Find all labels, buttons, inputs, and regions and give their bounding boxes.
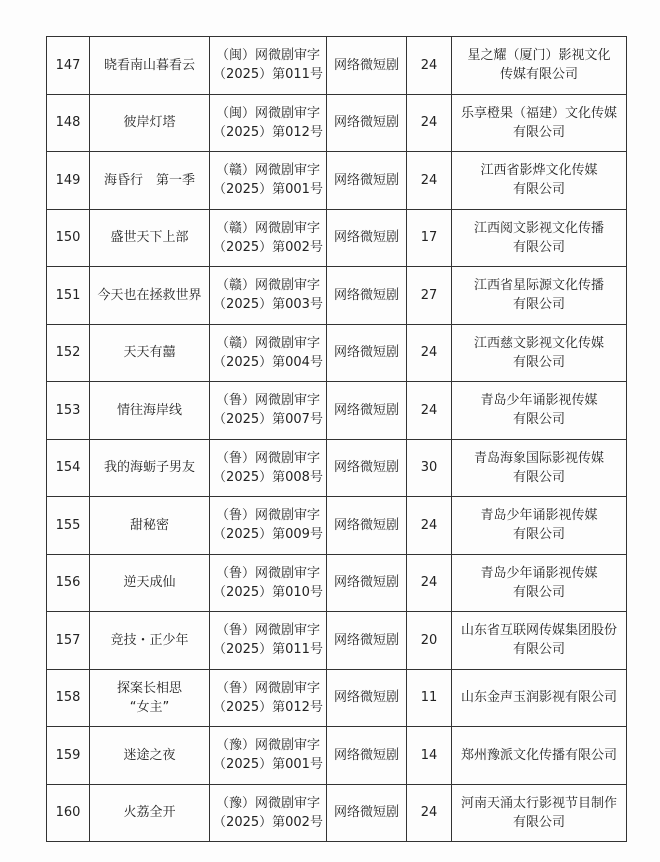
license-number-cell (210, 554, 327, 612)
registration-table (46, 36, 627, 842)
drama-title-line: 晓看南山暮看云 (103, 57, 195, 73)
license-number-line: （2025）第012号 (213, 699, 323, 715)
episode-count-cell: 24 (407, 554, 452, 612)
episode-count-cell: 17 (407, 209, 452, 267)
company-name-line: 有限公司 (512, 814, 565, 830)
license-number-cell (210, 669, 327, 727)
license-number-cell (210, 324, 327, 382)
license-number-line: （2025）第002号 (213, 814, 323, 830)
license-number-line: （2025）第001号 (213, 757, 323, 773)
company-name-cell (452, 382, 627, 440)
license-number-line: （2025）第011号 (213, 67, 323, 83)
company-name-cell (452, 497, 627, 555)
company-name-cell (452, 554, 627, 612)
table-row (47, 784, 627, 842)
license-number-cell (210, 209, 327, 267)
company-name-cell (452, 439, 627, 497)
license-number-cell (210, 612, 327, 670)
table-row (47, 382, 627, 440)
license-number-line: （2025）第001号 (213, 182, 323, 198)
episode-count-cell: 24 (407, 497, 452, 555)
drama-type-cell: 网络微短剧 (327, 94, 407, 152)
table-row (47, 497, 627, 555)
license-number-cell (210, 152, 327, 210)
company-name-cell (452, 267, 627, 325)
episode-count-cell: 27 (407, 267, 452, 325)
row-number-cell: 153 (47, 382, 90, 440)
company-name-line: 青岛少年诵影视传媒 (480, 565, 598, 581)
license-number-line: （赣）网微剧审字 (215, 220, 320, 236)
license-number-line: （2025）第010号 (213, 584, 323, 600)
company-name-line: 有限公司 (512, 354, 565, 370)
episode-count-cell: 11 (407, 669, 452, 727)
drama-title-cell (90, 727, 210, 785)
company-name-line: 传媒有限公司 (499, 67, 578, 83)
episode-count-cell: 24 (407, 37, 452, 95)
company-name-cell (452, 152, 627, 210)
company-name-line: 有限公司 (512, 642, 565, 658)
episode-count-cell: 24 (407, 784, 452, 842)
drama-title-cell (90, 267, 210, 325)
drama-title-cell (90, 554, 210, 612)
drama-type-cell: 网络微短剧 (327, 554, 407, 612)
company-name-line: 江西阅文影视文化传播 (473, 220, 604, 236)
company-name-cell (452, 727, 627, 785)
company-name-line: 青岛海象国际影视传媒 (473, 450, 604, 466)
license-number-line: （2025）第009号 (213, 527, 323, 543)
company-name-line: 有限公司 (512, 469, 565, 485)
drama-title-line: 逆天成仙 (123, 575, 176, 591)
drama-title-cell (90, 324, 210, 382)
drama-title-line: 海昏行 第一季 (103, 172, 195, 188)
license-number-line: （2025）第007号 (213, 412, 323, 428)
company-name-cell (452, 324, 627, 382)
row-number-cell: 147 (47, 37, 90, 95)
episode-count-cell: 24 (407, 152, 452, 210)
license-number-cell (210, 382, 327, 440)
license-number-line: （鲁）网微剧审字 (215, 565, 320, 581)
row-number-cell: 154 (47, 439, 90, 497)
table-row (47, 727, 627, 785)
license-number-cell (210, 37, 327, 95)
episode-count-cell: 14 (407, 727, 452, 785)
drama-title-line: “女主” (129, 699, 170, 715)
drama-title-cell (90, 497, 210, 555)
row-number-cell: 160 (47, 784, 90, 842)
row-number-cell: 158 (47, 669, 90, 727)
drama-type-cell: 网络微短剧 (327, 324, 407, 382)
row-number-cell: 156 (47, 554, 90, 612)
table-row (47, 37, 627, 95)
drama-title-line: 甜秘密 (129, 517, 169, 533)
drama-type-cell: 网络微短剧 (327, 209, 407, 267)
license-number-line: （闽）网微剧审字 (215, 48, 320, 64)
table-row (47, 324, 627, 382)
drama-type-cell: 网络微短剧 (327, 784, 407, 842)
drama-title-line: 今天也在拯救世界 (97, 287, 202, 303)
license-number-line: （2025）第002号 (213, 239, 323, 255)
company-name-cell (452, 94, 627, 152)
company-name-line: 有限公司 (512, 412, 565, 428)
company-name-line: 江西省星际源文化传播 (473, 278, 604, 294)
license-number-line: （豫）网微剧审字 (215, 795, 320, 811)
drama-title-line: 探案长相思 (116, 680, 182, 696)
license-number-cell (210, 267, 327, 325)
license-number-cell (210, 727, 327, 785)
company-name-line: 郑州豫派文化传播有限公司 (460, 747, 617, 763)
drama-title-cell (90, 152, 210, 210)
episode-count-cell: 24 (407, 382, 452, 440)
drama-title-line: 竞技・正少年 (110, 632, 189, 648)
company-name-line: 山东金声玉润影视有限公司 (460, 690, 617, 706)
drama-type-cell: 网络微短剧 (327, 669, 407, 727)
company-name-line: 山东省互联网传媒集团股份 (460, 623, 617, 639)
drama-type-cell: 网络微短剧 (327, 152, 407, 210)
row-number-cell: 155 (47, 497, 90, 555)
license-number-line: （鲁）网微剧审字 (215, 623, 320, 639)
table-row (47, 612, 627, 670)
license-number-cell (210, 439, 327, 497)
license-number-line: （鲁）网微剧审字 (215, 680, 320, 696)
drama-title-line: 盛世天下上部 (110, 230, 189, 246)
company-name-cell (452, 37, 627, 95)
table-row (47, 94, 627, 152)
table-row (47, 669, 627, 727)
drama-type-cell: 网络微短剧 (327, 382, 407, 440)
row-number-cell: 148 (47, 94, 90, 152)
license-number-line: （豫）网微剧审字 (215, 738, 320, 754)
drama-type-cell: 网络微短剧 (327, 497, 407, 555)
drama-type-cell: 网络微短剧 (327, 612, 407, 670)
drama-title-cell (90, 94, 210, 152)
row-number-cell: 157 (47, 612, 90, 670)
license-number-cell (210, 497, 327, 555)
drama-type-cell: 网络微短剧 (327, 37, 407, 95)
drama-title-cell (90, 209, 210, 267)
license-number-line: （赣）网微剧审字 (215, 278, 320, 294)
drama-title-line: 天天有囍 (123, 345, 176, 361)
company-name-line: 河南天涌太行影视节目制作 (460, 795, 617, 811)
company-name-line: 青岛少年诵影视传媒 (480, 393, 598, 409)
drama-title-line: 我的海蛎子男友 (103, 460, 195, 476)
license-number-line: （鲁）网微剧审字 (215, 450, 320, 466)
company-name-cell (452, 784, 627, 842)
episode-count-cell: 24 (407, 324, 452, 382)
license-number-line: （2025）第008号 (213, 469, 323, 485)
license-number-line: （2025）第012号 (213, 124, 323, 140)
license-number-cell (210, 94, 327, 152)
episode-count-cell: 30 (407, 439, 452, 497)
license-number-line: （赣）网微剧审字 (215, 163, 320, 179)
company-name-line: 江西省影烨文化传媒 (480, 163, 598, 179)
table-row (47, 554, 627, 612)
license-number-line: （2025）第011号 (213, 642, 323, 658)
company-name-line: 有限公司 (512, 584, 565, 600)
company-name-line: 有限公司 (512, 124, 565, 140)
drama-title-cell (90, 612, 210, 670)
row-number-cell: 149 (47, 152, 90, 210)
drama-title-cell (90, 784, 210, 842)
license-number-line: （2025）第003号 (213, 297, 323, 313)
row-number-cell: 152 (47, 324, 90, 382)
license-number-line: （鲁）网微剧审字 (215, 393, 320, 409)
company-name-line: 有限公司 (512, 239, 565, 255)
company-name-line: 青岛少年诵影视传媒 (480, 508, 598, 524)
drama-type-cell: 网络微短剧 (327, 267, 407, 325)
episode-count-cell: 24 (407, 94, 452, 152)
drama-title-cell (90, 669, 210, 727)
company-name-line: 江西慈文影视文化传媒 (473, 335, 604, 351)
drama-title-line: 火荔全开 (123, 805, 176, 821)
drama-type-cell: 网络微短剧 (327, 439, 407, 497)
table-row (47, 267, 627, 325)
drama-type-cell: 网络微短剧 (327, 727, 407, 785)
license-number-line: （2025）第004号 (213, 354, 323, 370)
row-number-cell: 151 (47, 267, 90, 325)
table-row (47, 439, 627, 497)
row-number-cell: 159 (47, 727, 90, 785)
company-name-line: 乐享橙果（福建）文化传媒 (460, 105, 617, 121)
company-name-line: 有限公司 (512, 297, 565, 313)
company-name-line: 有限公司 (512, 182, 565, 198)
drama-title-cell (90, 37, 210, 95)
episode-count-cell: 20 (407, 612, 452, 670)
drama-title-line: 情往海岸线 (116, 402, 182, 418)
license-number-line: （赣）网微剧审字 (215, 335, 320, 351)
company-name-cell (452, 669, 627, 727)
drama-title-line: 彼岸灯塔 (123, 115, 176, 131)
company-name-line: 星之耀（厦门）影视文化 (467, 48, 611, 64)
license-number-line: （闽）网微剧审字 (215, 105, 320, 121)
company-name-cell (452, 209, 627, 267)
table-row (47, 209, 627, 267)
license-number-cell (210, 784, 327, 842)
table-row (47, 152, 627, 210)
company-name-line: 有限公司 (512, 527, 565, 543)
drama-title-cell (90, 382, 210, 440)
license-number-line: （鲁）网微剧审字 (215, 508, 320, 524)
company-name-cell (452, 612, 627, 670)
drama-title-cell (90, 439, 210, 497)
table-body (47, 37, 627, 842)
drama-title-line: 迷途之夜 (123, 747, 176, 763)
row-number-cell: 150 (47, 209, 90, 267)
